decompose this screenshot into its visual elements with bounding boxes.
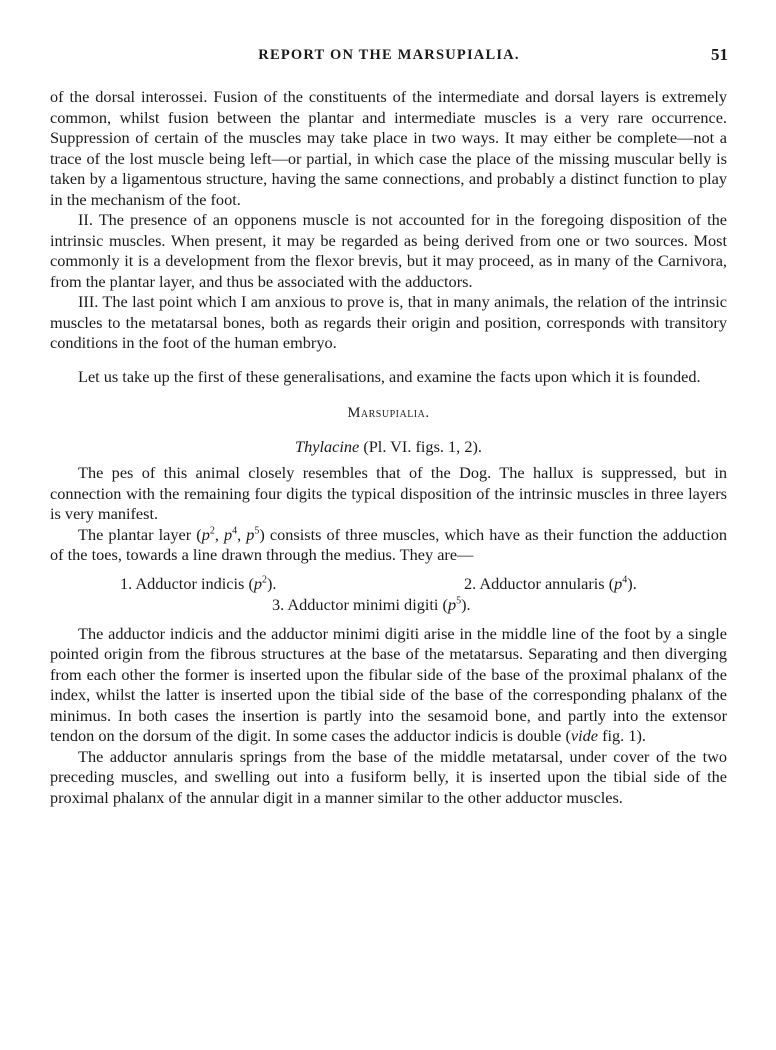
p6-lead: The plantar layer (	[78, 524, 202, 544]
section-heading	[50, 403, 727, 424]
running-title: REPORT ON THE MARSUPIALIA.	[258, 47, 520, 63]
paragraph-5: The pes of this animal closely resembles that of the Dog. The hallux is suppressed, but in connection with the remaining four digits the typical disposition of the intrinsic muscles in three layers is very manifest.	[50, 463, 727, 523]
list-item: 1. Adductor indicis $(p^2)$.	[120, 573, 277, 593]
section-heading-text: Marsupialia.	[347, 405, 430, 421]
paragraph-4: Let us take up the first of these generalisations, and examine the facts upon which it is founded.	[78, 366, 701, 386]
body-text	[50, 87, 727, 808]
subheading-animal: Thylacine	[295, 436, 360, 456]
paragraph-6: The plantar layer ($p^2$, $p^4$, $p^5$) consists of three muscles, which have as their function the adduction of the toes, towards a line drawn through the medius. They are—	[50, 524, 728, 564]
list-item: 2. Adductor annularis $(p^4)$.	[464, 573, 637, 593]
p6-rest: ) consists of three muscles, which have as their function the adduction of the toes, towards a line drawn through the medius. They are—	[50, 524, 728, 564]
subheading-ref: (Pl. VI. figs. 1, 2).	[363, 436, 482, 456]
paragraph-1: of the dorsal interossei. Fusion of the constituents of the intermediate and dorsal layers is extremely common, whilst fusion between the plantar and intermediate muscles is a very rare occurrence. Suppression of certain of the muscles may take place in two ways. It may either be complete—not a trace of the lost muscle being left—or partial, in which case the place of the missing muscular belly is taken by a ligamentous structure, having the same connections, and probably a distinct function to play in the mechanism of the foot.	[50, 87, 727, 209]
paragraph-2: II. The presence of an opponens muscle is not accounted for in the foregoing disposition of the intrinsic muscles. When present, it may be regarded as being derived from one or two sources. Most commonly it is a development from the flexor brevis, but it may proceed, as in many of the Carnivora, from the plantar layer, and thus be associated with the adductors.	[50, 210, 727, 291]
paragraph-3: III. The last point which I am anxious to prove is, that in many animals, the relation of the intrinsic muscles to the metatarsal bones, both as regards their origin and position, corresponds with transitory conditions in the foot of the human embryo.	[50, 292, 727, 352]
muscle-list	[50, 574, 727, 616]
page-number: 51	[711, 45, 728, 64]
paragraph-7: The adductor indicis and the adductor minimi digiti arise in the middle line of the foot by a single pointed origin from the fibrous structures at the base of the metatarsus. Separating and then diverging from each other the former is inserted upon the fibular side of the base of the proximal phalanx of the index, whilst the latter is inserted upon the tibial side of the base of the corresponding phalanx of the minimus. In both cases the insertion is partly into the sesamoid bone, and partly into the extensor tendon on the dorsum of the digit. In some cases the adductor indicis is double (vide fig. 1).	[50, 623, 727, 745]
paragraph-8: The adductor annularis springs from the base of the middle metatarsal, under cover of the two preceding muscles, and swelling out into a fusiform belly, it is inserted upon the tibial side of the proximal phalanx of the annular digit in a manner similar to the other adductor muscles.	[50, 746, 727, 807]
page-header	[50, 47, 728, 71]
list-item: 3. Adductor minimi digiti $(p^5)$.	[272, 594, 471, 614]
subheading	[50, 437, 727, 458]
